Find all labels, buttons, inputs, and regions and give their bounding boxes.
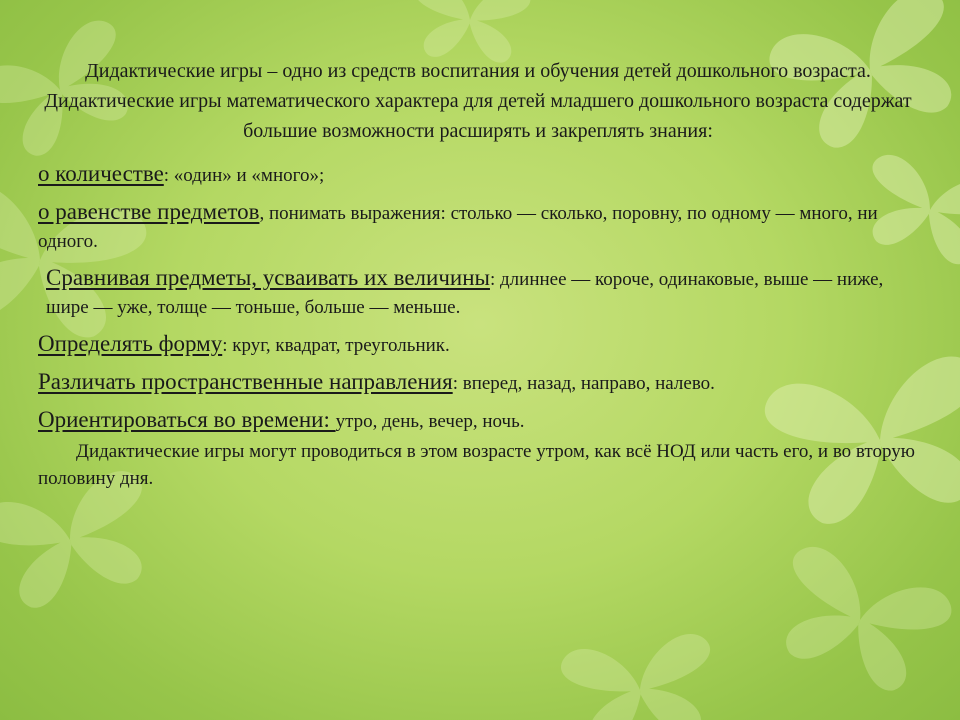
list-item-equality [38, 198, 918, 256]
item-key: Ориентироваться во времени: [38, 407, 336, 432]
item-text: утро, день, вечер, ночь. [335, 411, 525, 432]
intro-paragraph: Дидактические игры – одно из средств воспитания и обучения детей дошкольного возраста. Дидактические игры математического характера для детей младшего дошкольного возраста содержат большие возможности расширять и закреплять знания: [44, 60, 912, 142]
item-text: : вперед, назад, направо, налево. [452, 373, 715, 394]
list-item-size [38, 264, 918, 322]
slide-content [38, 56, 918, 492]
closing-text: Дидактические игры могут проводиться в этом возрасте утром, как всё НОД или часть его, и во вторую половину дня. [38, 441, 915, 489]
list-item-time [38, 406, 918, 436]
item-text: : круг, квадрат, треугольник. [222, 335, 450, 356]
list-item-shape [38, 330, 918, 360]
butterfly-icon [762, 541, 957, 703]
item-text: : длиннее — короче, одинаковые, выше — ниже, шире — уже, толще — тоньше, больше — меньше. [46, 269, 884, 318]
item-text: : «один» и «много»; [163, 165, 325, 186]
item-key: Определять форму [38, 331, 223, 356]
item-key: о равенстве предметов [38, 199, 260, 224]
butterfly-icon [559, 631, 722, 720]
item-key: о количестве [38, 161, 164, 186]
list-item-quantity [38, 160, 918, 190]
item-key: Различать пространственные направления [38, 369, 453, 394]
list-item-directions [38, 368, 918, 398]
closing-paragraph [38, 438, 918, 492]
item-text: , понимать выражения: столько — сколько, поровну, по одному — много, ни одного. [38, 203, 878, 252]
item-key: Сравнивая предметы, усваивать их величины [46, 265, 490, 290]
